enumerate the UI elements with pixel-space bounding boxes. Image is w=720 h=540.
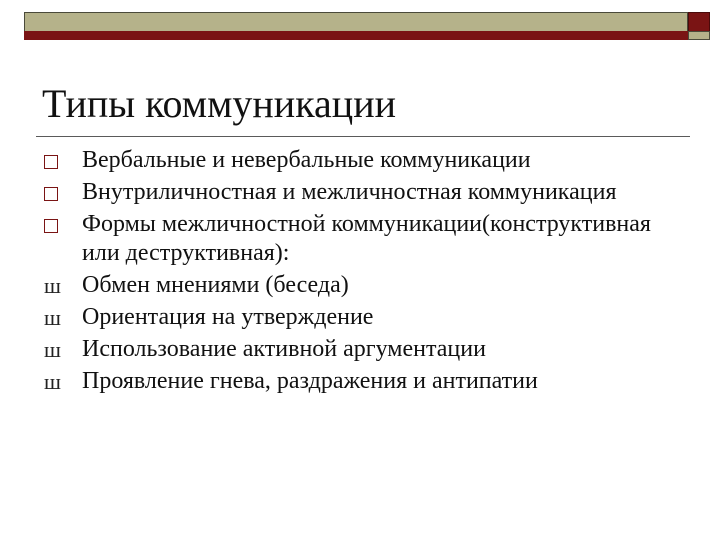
bullet-text: Ориентация на утверждение — [82, 304, 374, 330]
square-bullet-icon — [42, 178, 66, 207]
header-red-bar — [24, 31, 688, 40]
title-divider — [36, 136, 690, 137]
bullet-item — [42, 335, 682, 364]
bullet-text: Использование активной аргументации — [82, 336, 486, 362]
bullet-text: Обмен мнениями (беседа) — [82, 272, 349, 298]
bullet-text: Проявление гнева, раздражения и антипатии — [82, 368, 538, 394]
bullet-item — [42, 303, 682, 332]
bullet-item — [42, 210, 682, 268]
bullet-item — [42, 271, 682, 300]
corner-red-square — [688, 12, 710, 32]
bullet-text: Внутриличностная и межличностная коммуникация — [82, 179, 617, 205]
sha-glyph-icon: ш — [44, 305, 61, 330]
corner-olive-square — [688, 31, 710, 40]
sha-glyph-icon: ш — [44, 337, 61, 362]
square-bullet-icon — [42, 146, 66, 175]
bullet-item — [42, 178, 682, 207]
bullet-text: Формы межличностной коммуникации(конструктивная или деструктивная): — [82, 211, 651, 266]
sha-glyph-icon: ш — [44, 369, 61, 394]
bullet-item — [42, 146, 682, 175]
header-olive-bar — [24, 12, 688, 32]
slide-title: Типы коммуникации — [42, 81, 397, 126]
bullet-text: Вербальные и невербальные коммуникации — [82, 147, 531, 173]
square-bullet-icon — [42, 210, 66, 239]
sha-glyph-icon: ш — [44, 273, 61, 298]
bullet-list — [42, 146, 682, 399]
bullet-item — [42, 367, 682, 396]
